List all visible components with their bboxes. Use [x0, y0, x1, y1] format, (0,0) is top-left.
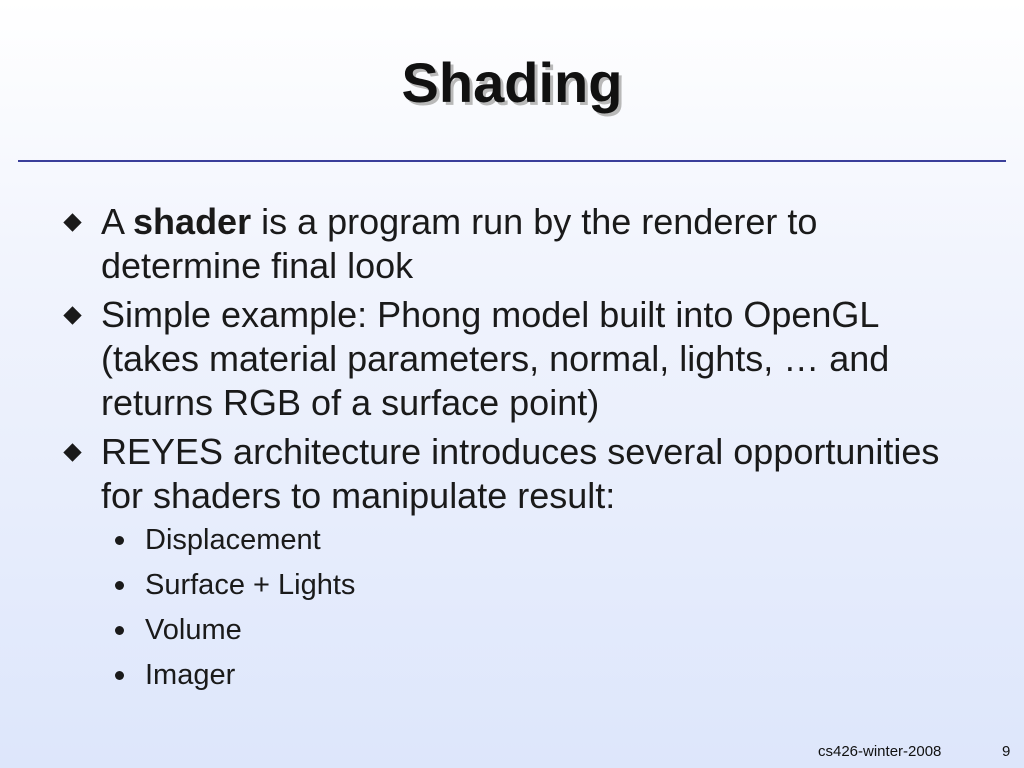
slide-title: Shading	[401, 51, 623, 114]
bullet-list	[62, 200, 982, 698]
sub-bullet-item	[62, 608, 982, 653]
footer-course-label: cs426-winter-2008	[818, 743, 942, 760]
bullet-1-emphasis: shader	[133, 201, 252, 242]
sub-bullet-item	[62, 563, 982, 608]
sub-bullet-item	[62, 653, 982, 698]
bullet-item-3	[62, 430, 982, 518]
dot-bullet-icon	[115, 536, 124, 545]
title-divider	[18, 160, 1006, 162]
bullet-item-1	[62, 200, 982, 288]
dot-bullet-icon	[115, 581, 124, 590]
sub-bullet-text: Displacement	[145, 524, 321, 556]
bullet-1-text: is a program run by the renderer to determine final look	[101, 201, 818, 286]
bullet-3-text: REYES architecture introduces several opportunities for shaders to manipulate result:	[101, 431, 940, 516]
bullet-item-2	[62, 293, 982, 425]
diamond-bullet-icon	[63, 213, 81, 231]
bullet-1-prefix: A	[101, 201, 134, 242]
diamond-bullet-icon	[63, 306, 81, 324]
sub-bullet-text: Imager	[145, 659, 236, 691]
bullet-2-text: Simple example: Phong model built into OpenGL (takes material parameters, normal, lights, … and returns RGB of a surface point)	[101, 294, 890, 423]
sub-bullet-text: Surface + Lights	[145, 569, 356, 601]
diamond-bullet-icon	[63, 443, 81, 461]
sub-bullet-text: Volume	[145, 614, 242, 646]
footer-page-number: 9	[1002, 743, 1011, 760]
dot-bullet-icon	[115, 671, 124, 680]
sub-bullet-item	[62, 518, 982, 563]
dot-bullet-icon	[115, 626, 124, 635]
